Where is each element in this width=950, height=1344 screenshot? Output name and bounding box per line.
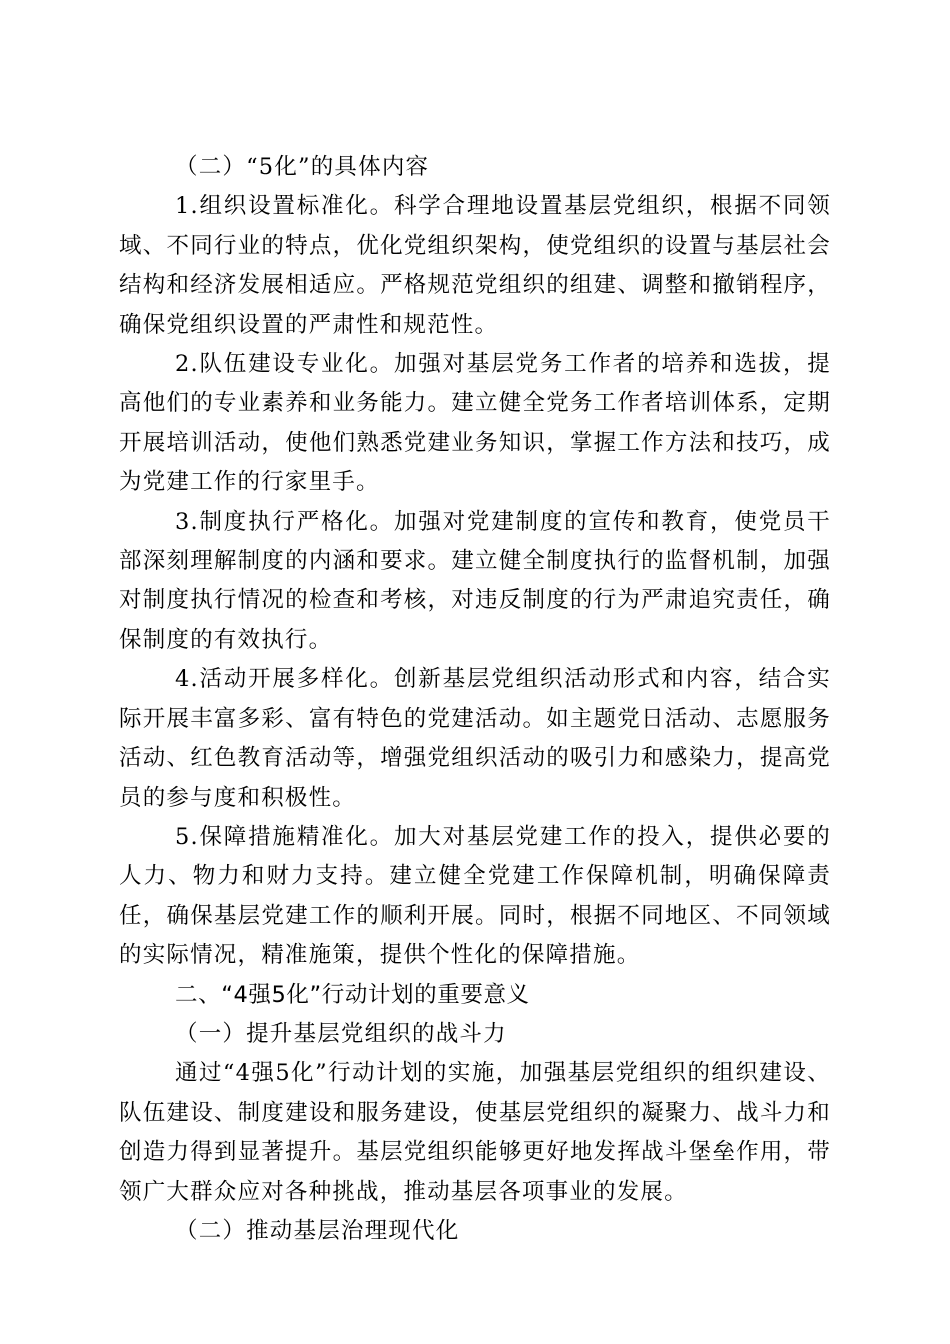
subheading-governance-modernization: （二）推动基层治理现代化 [175,1217,460,1244]
item-organization-standardization: 1.组织设置标准化。科学合理地设置基层党组织，根据不同领域、不同行业的特点，优化党组织架构，使党组织的设置与基层社会结构和经济发展相适应。严格规范党组织的组建、调整和撤销程序，确保党组织设置的严肃性和规范性。 [119,193,831,338]
item-guarantee-precision: 5.保障措施精准化。加大对基层党建工作的投入，提供必要的人力、物力和财力支持。建立健全党建工作保障机制，明确保障责任，确保基层党建工作的顺利开展。同时，根据不同地区、不同领域的实际情况，精准施策，提供个性化的保障措施。 [119,823,831,969]
item-activity-diversification: 4.活动开展多样化。创新基层党组织活动形式和内容，结合实际开展丰富多彩、富有特色的党建活动。如主题党日活动、志愿服务活动、红色教育活动等，增强党组织活动的吸引力和感染力，提高党员的参与度和积极性。 [119,666,831,811]
subheading-combat-effectiveness: （一）提升基层党组织的战斗力 [175,1020,507,1047]
document-page [119,148,831,1251]
section-heading-significance: 二、“4强5化”行动计划的重要意义 [175,981,530,1008]
item-team-professionalization: 2.队伍建设专业化。加强对基层党务工作者的培养和选拔，提高他们的专业素养和业务能力。建立健全党务工作者培训体系，定期开展培训活动，使他们熟悉党建业务知识，掌握工作方法和技巧，成为党建工作的行家里手。 [119,351,831,496]
paragraph-combat-effectiveness: 通过“4强5化”行动计划的实施，加强基层党组织的组织建设、队伍建设、制度建设和服务建设，使基层党组织的凝聚力、战斗力和创造力得到显著提升。基层党组织能够更好地发挥战斗堡垒作用，带领广大群众应对各种挑战，推动基层各项事业的发展。 [119,1060,831,1205]
subheading-5hua-content: （二）“5化”的具体内容 [175,154,430,180]
item-system-strict-execution: 3.制度执行严格化。加强对党建制度的宣传和教育，使党员干部深刻理解制度的内涵和要求。建立健全制度执行的监督机制，加强对制度执行情况的检查和考核，对违反制度的行为严肃追究责任，确保制度的有效执行。 [119,508,831,653]
